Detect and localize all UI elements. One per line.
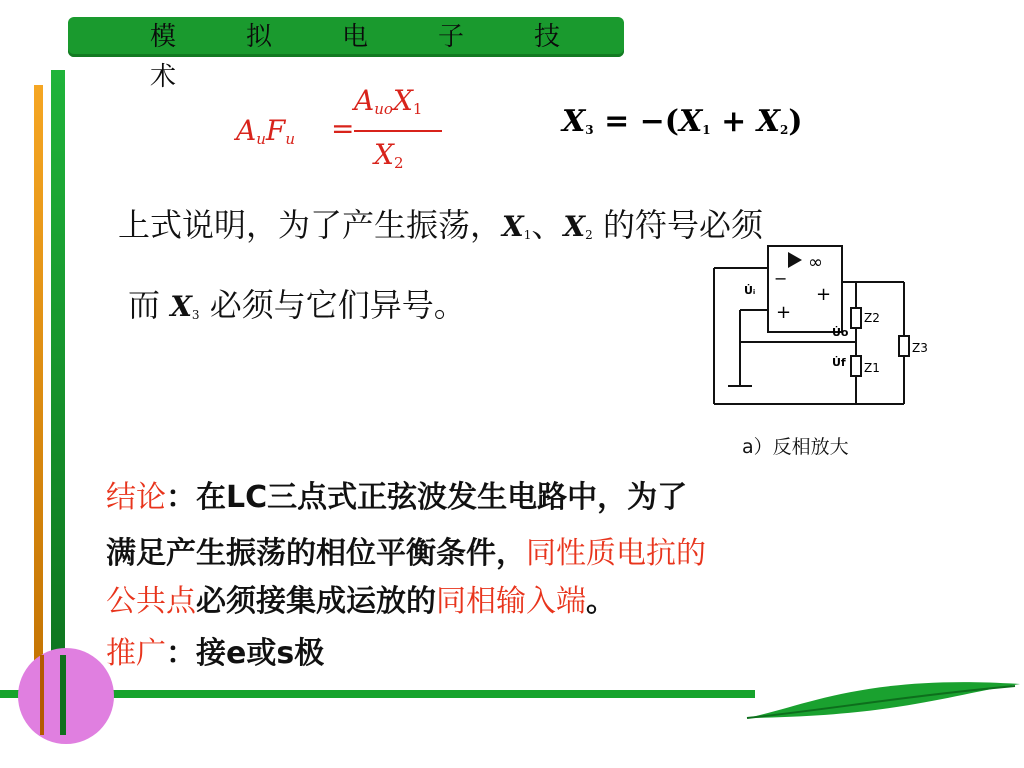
circuit-plus-input-label: + [776, 302, 792, 323]
circuit-ui-label: U̇ᵢ [744, 284, 756, 297]
formula-lhs: $A_uF_u$ [236, 114, 296, 148]
conclusion-line-2: 满足产生振荡的相位平衡条件，同性质电抗的 [106, 536, 706, 571]
slide-title: 模 拟 电 子 技 术 [150, 22, 631, 92]
circuit-infinity-label: ∞ [808, 252, 823, 273]
explanation-line-1: 上式说明，为了产生振荡，X1、X2 的符号必须 [118, 206, 763, 244]
circuit-z2-label: Z2 [864, 311, 880, 325]
decorative-green-bar [51, 70, 65, 730]
extension-line: 推广：接e或s极 [106, 636, 325, 671]
conclusion-line-3: 公共点必须接集成运放的同相输入端。 [106, 584, 616, 619]
formula-numerator: $A_{uo}X_1$ [354, 84, 423, 118]
conclusion-line-1: 结论：在LC三点式正弦波发生电路中，为了 [106, 480, 688, 515]
conclusion-label: 结论 [106, 480, 166, 515]
explanation-line-2: 而 X3 必须与它们异号。 [128, 286, 466, 324]
circuit-uo-label: U̇o [832, 326, 849, 339]
circuit-z3-label: Z3 [912, 341, 928, 355]
circuit-minus-label: − [774, 269, 788, 288]
formula-gain-feedback [236, 84, 456, 184]
decorative-leaf-swoosh [745, 666, 1024, 726]
decorative-cross-line [60, 655, 66, 735]
formula-equals: = [331, 112, 355, 145]
decorative-orange-bar [34, 85, 43, 730]
decorative-cross-line [40, 655, 44, 735]
formula-denominator: $X_2$ [374, 138, 404, 172]
inverting-amplifier-circuit [700, 238, 940, 418]
circuit-z1-label: Z1 [864, 361, 880, 375]
formula-x3-relation: X3 = −(X1 + X2) [562, 104, 803, 139]
decorative-pink-circle [18, 648, 114, 744]
circuit-caption: a）反相放大 [742, 436, 849, 458]
extension-label: 推广 [106, 636, 166, 671]
circuit-uf-label: U̇f [832, 356, 846, 369]
circuit-plus-output-label: + [816, 284, 832, 305]
fraction-line [354, 130, 442, 132]
